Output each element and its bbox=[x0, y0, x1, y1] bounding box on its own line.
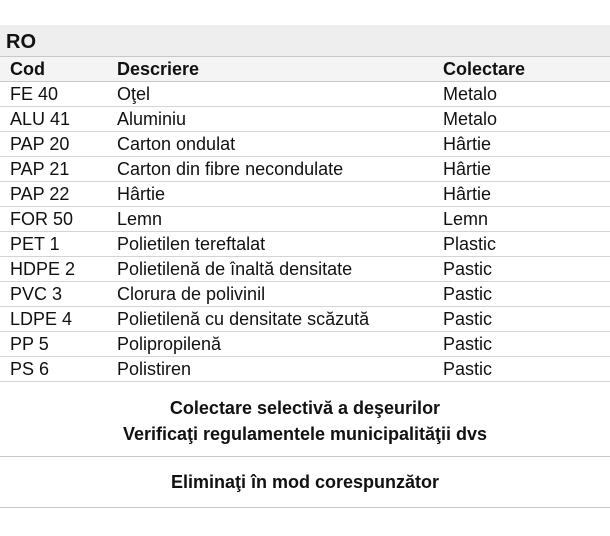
table-row bbox=[0, 357, 610, 382]
collection-notice bbox=[0, 382, 610, 457]
row-collection: Pastic bbox=[443, 309, 493, 329]
row-collection: Plastic bbox=[443, 234, 497, 254]
table-header bbox=[0, 57, 610, 82]
row-description: Oţel bbox=[117, 84, 151, 104]
table-row bbox=[0, 132, 610, 157]
header-code: Cod bbox=[10, 59, 45, 79]
row-code: PP 5 bbox=[10, 334, 49, 354]
row-description: Polipropilenă bbox=[117, 334, 222, 354]
row-collection: Pastic bbox=[443, 334, 493, 354]
row-collection: Pastic bbox=[443, 259, 493, 279]
header-collection: Colectare bbox=[443, 59, 526, 79]
table-row bbox=[0, 332, 610, 357]
table-row bbox=[0, 232, 610, 257]
row-code: ALU 41 bbox=[10, 109, 71, 129]
table-row bbox=[0, 107, 610, 132]
row-collection: Hârtie bbox=[443, 184, 492, 204]
row-code: FOR 50 bbox=[10, 209, 74, 229]
row-collection: Lemn bbox=[443, 209, 489, 229]
row-description: Polietilen tereftalat bbox=[117, 234, 266, 254]
municipal-regulations-text: Verificaţi regulamentele municipalităţii dvs bbox=[122, 424, 488, 444]
row-code: PAP 21 bbox=[10, 159, 70, 179]
row-collection: Hârtie bbox=[443, 134, 492, 154]
table-row bbox=[0, 182, 610, 207]
selective-collection-text: Colectare selectivă a deşeurilor bbox=[169, 398, 441, 418]
table-row bbox=[0, 207, 610, 232]
row-code: PET 1 bbox=[10, 234, 60, 254]
row-description: Clorura de polivinil bbox=[117, 284, 266, 304]
row-description: Aluminiu bbox=[117, 109, 187, 129]
header-description: Descriere bbox=[117, 59, 200, 79]
row-description: Lemn bbox=[117, 209, 163, 229]
table-body bbox=[0, 82, 610, 382]
table-row bbox=[0, 257, 610, 282]
row-code: LDPE 4 bbox=[10, 309, 73, 329]
row-collection: Pastic bbox=[443, 284, 493, 304]
row-collection: Pastic bbox=[443, 359, 493, 379]
row-description: Hârtie bbox=[117, 184, 166, 204]
row-description: Carton ondulat bbox=[117, 134, 236, 154]
row-description: Carton din fibre necondulate bbox=[117, 159, 344, 179]
row-code: HDPE 2 bbox=[10, 259, 76, 279]
table-row bbox=[0, 82, 610, 107]
table-row bbox=[0, 282, 610, 307]
row-description: Polistiren bbox=[117, 359, 192, 379]
row-code: PS 6 bbox=[10, 359, 50, 379]
row-collection: Metalo bbox=[443, 109, 498, 129]
row-collection: Hârtie bbox=[443, 159, 492, 179]
disposal-notice: Eliminaţi în mod corespunzător bbox=[0, 457, 610, 508]
row-description: Polietilenă de înaltă densitate bbox=[117, 259, 353, 279]
row-description: Polietilenă cu densitate scăzută bbox=[117, 309, 370, 329]
row-code: PAP 20 bbox=[10, 134, 70, 154]
row-code: FE 40 bbox=[10, 84, 59, 104]
row-code: PVC 3 bbox=[10, 284, 63, 304]
row-code: PAP 22 bbox=[10, 184, 70, 204]
language-code: RO bbox=[0, 25, 610, 57]
recycling-info-card bbox=[0, 25, 610, 508]
table-row bbox=[0, 307, 610, 332]
row-collection: Metalo bbox=[443, 84, 498, 104]
table-row bbox=[0, 157, 610, 182]
